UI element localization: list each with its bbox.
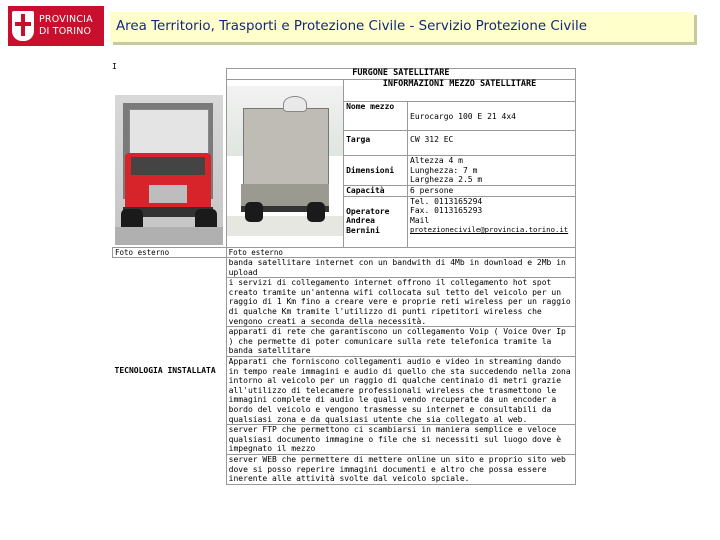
page-title: Area Territorio, Trasporti e Protezione Civile - Servizio Protezione Civile: [116, 19, 587, 34]
row-plate-value: CW 312 EC: [408, 131, 576, 156]
truck-side-photo: [227, 86, 344, 236]
row-name-label: Nome mezzo: [344, 102, 408, 131]
operator-email-link[interactable]: protezionecivile@provincia.torino.it: [410, 225, 569, 235]
tech-item-1: banda satellitare internet con un bandwith di 4Mb in download e 2Mb in upload: [226, 258, 575, 278]
corner-marker: I: [112, 62, 117, 71]
operator-role: Operatore: [346, 206, 390, 216]
operator-fax: Fax. 0113165293: [410, 206, 483, 216]
row-capacity-label: Capacità: [344, 185, 408, 196]
tech-item-2: i servizi di collegamento internet offrono il collegamento hot spot creato tramite un'antenna wifi collocata sul tetto del veicolo per un raggio di 1 Km fino a creare vere e proprie reti wireless per un raggio di qualche Km tramite l'utilizzo di punti ripetitori wireless che vengono creati a seconda della necessità.: [226, 278, 575, 327]
page-header: [0, 0, 720, 52]
dimension-length: Lunghezza: 7 m: [410, 165, 478, 175]
row-dimensions-value: [408, 156, 576, 186]
operator-first-name: Andrea: [346, 216, 375, 226]
dimension-height: Altezza 4 m: [410, 156, 463, 166]
truck-front-photo: [115, 95, 223, 245]
info-title: INFORMAZIONI MEZZO SATELLITARE: [344, 79, 576, 102]
photo-side-cell: [226, 79, 343, 247]
logo-line-2: DI TORINO: [39, 26, 92, 37]
row-name-value: Eurocargo 100 E 21 4x4: [408, 102, 576, 131]
main-title: FURGONE SATELLITARE: [226, 69, 575, 80]
row-operator-label: [344, 196, 408, 247]
logo-line-1: PROVINCIA: [39, 14, 93, 25]
title-banner: [110, 12, 694, 42]
tech-item-6: server WEB che permettere di mettere online un sito e proprio sito web dove si posso reperire immagini documenti e altro che possa essere inerente alle attività svolte dal veicolo spciale.: [226, 454, 575, 484]
operator-tel: Tel. 0113165294: [410, 196, 483, 206]
operator-mail-label: Mail: [410, 215, 430, 225]
crest-icon: [12, 11, 34, 41]
photo-front-cell: [113, 69, 227, 248]
tech-item-3: apparati di rete che garantiscono un collegamento Voip ( Voice Over Ip ) che permette di poter comunicare sulla rete telefonica tramite la banda satellitare: [226, 327, 575, 357]
row-plate-label: Targa: [344, 131, 408, 156]
sheet-table: [112, 68, 576, 485]
photo-side-label: Foto esterno: [226, 247, 575, 258]
logo-text: [39, 14, 93, 38]
tech-label: TECNOLOGIA INSTALLATA: [113, 258, 227, 485]
vehicle-sheet: [112, 62, 576, 518]
operator-last-name: Bernini: [346, 225, 380, 235]
row-capacity-value: 6 persone: [408, 185, 576, 196]
dimension-width: Larghezza 2.5 m: [410, 175, 483, 185]
row-operator-value: [408, 196, 576, 247]
photo-front-label: Foto esterno: [113, 247, 227, 258]
tech-item-5: server FTP che permettono ci scambiarsi in maniera semplice e veloce qualsiasi documento immagine o file che si necessiti sul luogo dove è impegnato il mezzo: [226, 425, 575, 455]
row-dimensions-label: Dimensioni: [344, 156, 408, 186]
tech-item-4: Apparati che forniscono collegamenti audio e video in streaming dando in tempo reale immagini e audio di quello che sta succedendo nella zona intorno al veicolo per un raggio di qualche centinaio di metri grazie all'utilizzo di telecamere professionali wireless che trasmettono le immagini complete di audio le quali vendo recuperate da un encoder a bordo del veicolo e vengono trasmesse su internet e consultabili da qualsiasi zona e da qualsiasi utente che sia collegato al web.: [226, 357, 575, 425]
provincia-logo: [8, 6, 104, 46]
